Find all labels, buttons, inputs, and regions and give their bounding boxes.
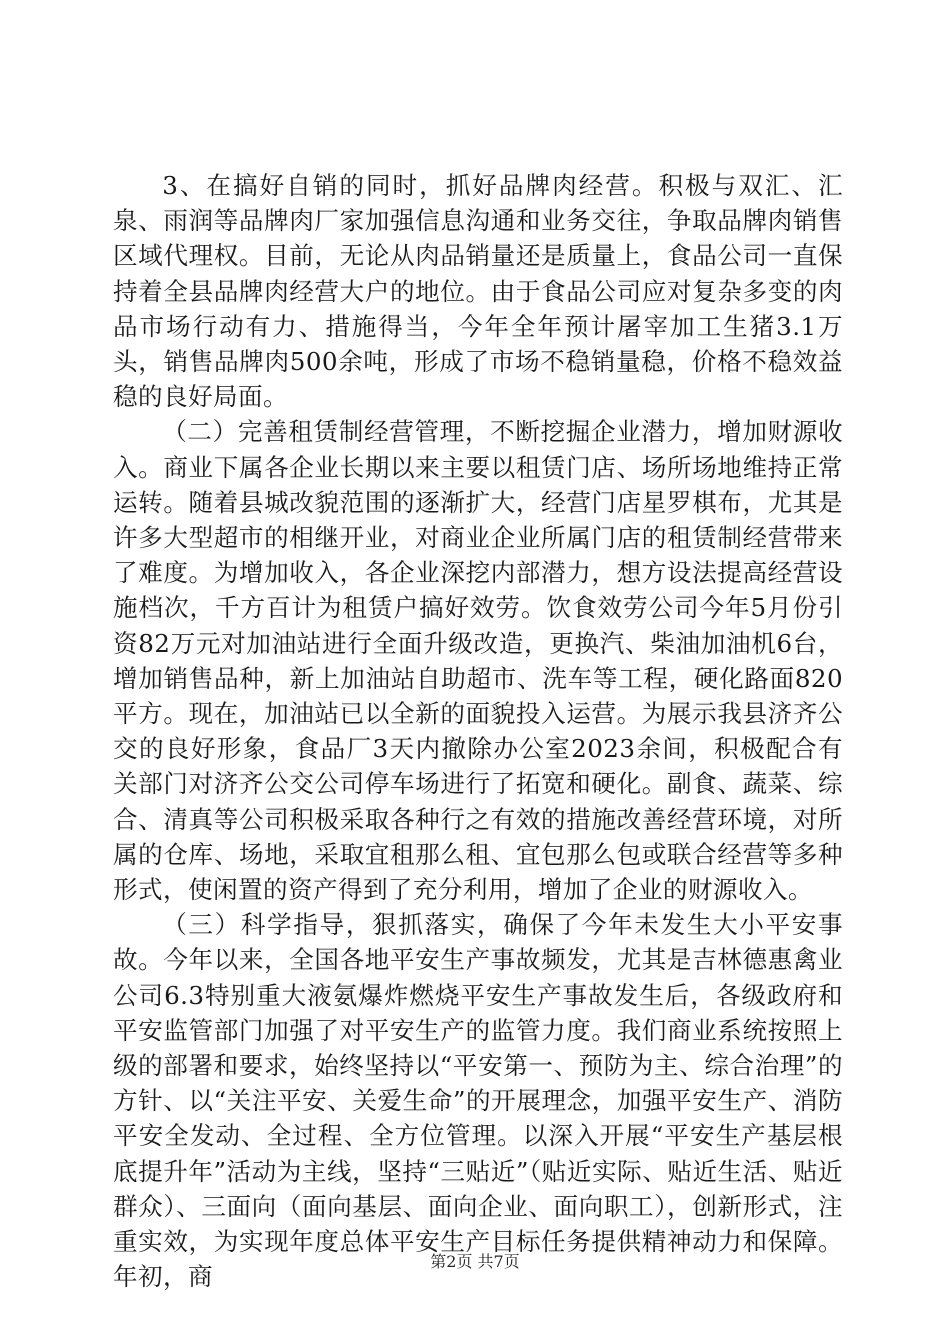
page-number-footer: 第2页 共7页 — [430, 1252, 520, 1271]
document-body — [113, 168, 843, 1295]
paragraph-safety-guidance: （三）科学指导，狠抓落实，确保了今年未发生大小平安事故。今年以来，全国各地平安生产事故频发，尤其是吉林德惠禽业公司6.3特别重大液氨爆炸燃烧平安生产事故发生后，各级政府和平安监管部门加强了对平安生产的监管力度。我们商业系统按照上级的部署和要求，始终坚持以“平安第一、预防为主、综合治理”的方针、以“关注平安、关爱生命”的开展理念，加强平安生产、消防平安全发动、全过程、全方位管理。以深入开展“平安生产基层根底提升年”活动为主线，坚持“三贴近”（贴近实际、贴近生活、贴近群众）、三面向（面向基层、面向企业、面向职工），创新形式，注重实效，为实现年度总体平安生产目标任务提供精神动力和保障。年初，商 — [113, 910, 843, 1292]
paragraph-brand-meat: 3、在搞好自销的同时，抓好品牌肉经营。积极与双汇、汇泉、雨润等品牌肉厂家加强信息沟通和业务交往，争取品牌肉销售区域代理权。目前，无论从肉品销量还是质量上，食品公司一直保持着全县品牌肉经营大户的地位。由于食品公司应对复杂多变的肉品市场行动有力、措施得当，今年全年预计屠宰加工生猪3.1万头，销售品牌肉500余吨，形成了市场不稳销量稳，价格不稳效益稳的良好局面。 — [113, 171, 843, 412]
paragraph-leasing-management: （二）完善租赁制经营管理，不断挖掘企业潜力，增加财源收入。商业下属各企业长期以来主要以租赁门店、场所场地维持正常运转。随着县城改貌范围的逐渐扩大，经营门店星罗棋布，尤其是许多大型超市的相继开业，对商业企业所属门店的租赁制经营带来了难度。为增加收入，各企业深挖内部潜力，想方设法提高经营设施档次，千方百计为租赁户搞好效劳。饮食效劳公司今年5月份引资82万元对加油站进行全面升级改造，更换汽、柴油加油机6台，增加销售品种，新上加油站自助超市、洗车等工程，硬化路面820平方。现在，加油站已以全新的面貌投入运营。为展示我县济齐公交的良好形象，食品厂3天内撤除办公室2023余间，积极配合有关部门对济齐公交公司停车场进行了拓宽和硬化。副食、蔬菜、综合、清真等公司积极采取各种行之有效的措施改善经营环境，对所属的仓库、场地，采取宜租那么租、宜包那么包或联合经营等多种形式，使闲置的资产得到了充分利用，增加了企业的财源收入。 — [113, 417, 843, 905]
